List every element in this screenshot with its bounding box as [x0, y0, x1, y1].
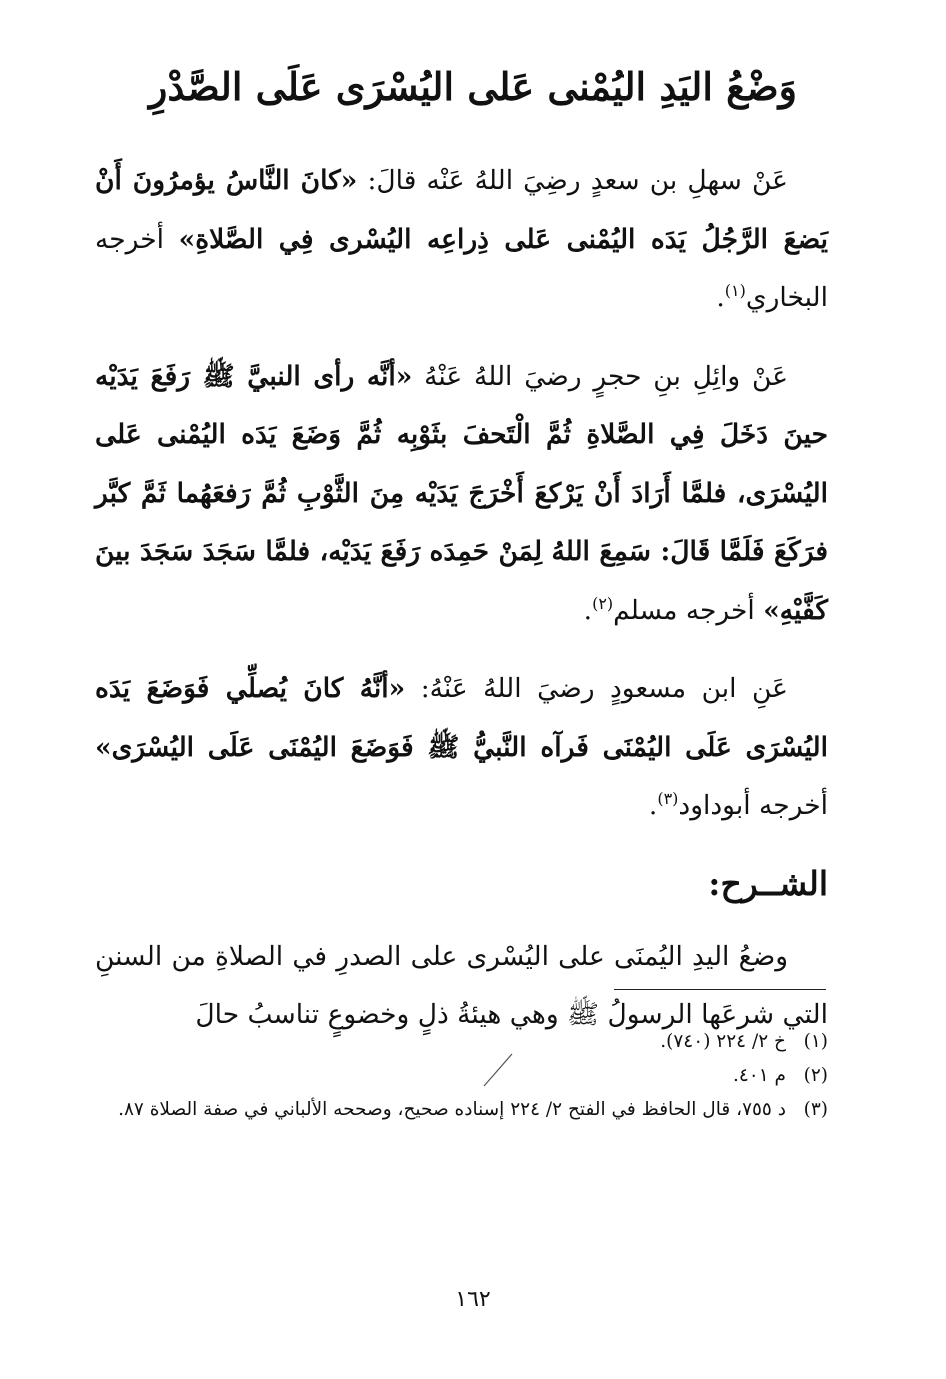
footnote-number: (١) — [803, 1031, 828, 1052]
hadith-3-source: أخرجه أبوداود — [678, 790, 828, 821]
hadith-2-quote: «أنَّه رأى النبيَّ ﷺ رَفَعَ يَدَيْه حينَ دَخَلَ فِي الصَّلاةِ ثُمَّ الْتَحفَ بثَوْبِه ثُمَّ وَضَعَ يَدَه اليُمْنى عَلى اليُسْرَى، فلمَّا أَرَادَ أَنْ يَرْكعَ أَخْرَجَ يَدَيْه مِنَ الثَّوْبِ ثُمَّ رَفعَهُما ثَمَّ كبَّر فرَكَعَ فَلَمَّا قَالَ: سَمِعَ اللهُ لِمَنْ حَمِدَه رَفَعَ يَدَيْه، فلمَّا سَجَدَ سَجَدَ بينَ كَفَّيْهِ» — [95, 360, 828, 626]
hadith-3-narrator: عَنِ ابن مسعودٍ رضيَ اللهُ عَنْهُ: — [405, 673, 788, 704]
page-title: وَضْعُ اليَدِ اليُمْنى عَلى اليُسْرَى عَلَى الصَّدْرِ — [149, 64, 797, 109]
main-text — [95, 152, 828, 1045]
footnote-text: خ ٢/ ٢٢٤ (٧٤٠). — [660, 1031, 786, 1052]
hadith-3-end: . — [648, 790, 658, 821]
footnote-ref-3: (٣) — [657, 789, 679, 809]
hadith-2-narrator: عَنْ وائِلِ بنِ حجرٍ رضيَ اللهُ عَنْهُ — [412, 360, 789, 392]
hadith-1-end: . — [716, 282, 725, 313]
hadith-2-source: أخرجه مسلم — [613, 594, 764, 626]
hadith-1-quote: «كانَ النَّاسُ يؤمرُونَ أَنْ يَضعَ الرَّجُلُ يَدَه اليُمْنى عَلى ذِراعِه اليُسْرى فِي الصَّلاةِ» — [95, 165, 828, 255]
footnotes — [95, 1025, 828, 1127]
explanation-paragraph: وضعُ اليدِ اليُمنَى على اليُسْرى على الصدرِ في الصلاةِ من السننِ التي شرعَها الرسولُ ﷺ وهي هيئةُ ذلٍ وخضوعٍ تناسبُ حالَ — [95, 940, 828, 1030]
hadith-paragraph-2 — [95, 348, 828, 641]
hadith-paragraph-1 — [95, 152, 828, 328]
footnote-ref-1: (١) — [724, 281, 746, 301]
footnote-number: (٢) — [803, 1065, 828, 1086]
page-number: ١٦٢ — [455, 1287, 491, 1312]
footnote-text: د ٧٥٥، قال الحافظ في الفتح ٢/ ٢٢٤ إسناده صحيح، وصححه الألباني في صفة الصلاة ٨٧. — [118, 1099, 786, 1120]
footnote-number: (٣) — [803, 1099, 828, 1120]
footnote-2 — [95, 1059, 828, 1093]
footnote-ref-2: (٢) — [592, 593, 614, 613]
hadith-3-quote: «أنَّهُ كانَ يُصلِّي فَوَضَعَ يَدَه اليُسْرَى عَلَى اليُمْنَى فَرآه النَّبيُّ ﷺ فَوَضَعَ اليُمْنَى عَلَى اليُسْرَى» — [95, 673, 828, 763]
pen-stroke-mark — [478, 1052, 518, 1090]
footnote-text: م ٤٠١. — [732, 1065, 786, 1086]
hadith-1-narrator: عَنْ سهلِ بن سعدٍ رضِيَ اللهُ عَنْه قالَ: — [357, 165, 788, 196]
section-heading: الشــرح: — [708, 863, 828, 903]
footnote-3 — [95, 1093, 828, 1127]
hadith-paragraph-3 — [95, 660, 828, 836]
hadith-1-source: أخرجه البخاري — [95, 223, 828, 313]
footnote-1 — [95, 1025, 828, 1059]
footnote-divider — [614, 989, 826, 990]
hadith-2-end: . — [583, 594, 593, 626]
